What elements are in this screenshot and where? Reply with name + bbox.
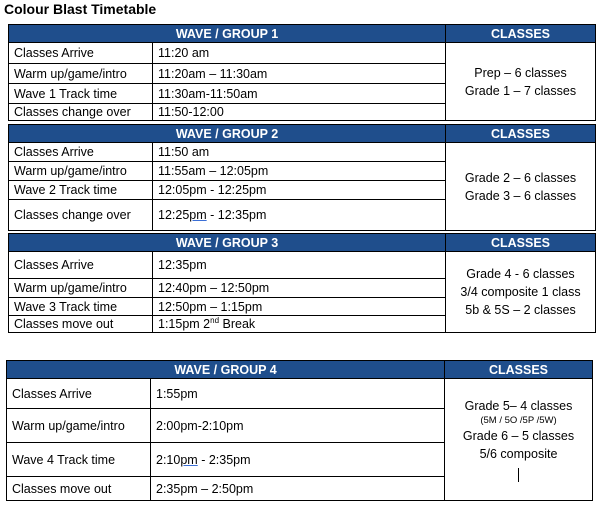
- time-cell: 11:50 am: [153, 143, 446, 162]
- page-title: Colour Blast Timetable: [4, 1, 157, 17]
- table-row: [9, 252, 596, 279]
- wave-4-header-row: [7, 361, 593, 379]
- table-row: [9, 43, 596, 64]
- wave-header: WAVE / GROUP 3: [9, 234, 446, 252]
- class-line: 5b & 5S – 2 classes: [465, 303, 576, 317]
- activity-cell: Warm up/game/intro: [9, 279, 153, 298]
- time-part: 12:25: [158, 208, 190, 222]
- wave-2-header-row: [9, 125, 596, 143]
- time-part: Break: [219, 317, 256, 331]
- classes-cell: [445, 379, 593, 501]
- time-cell: 11:20am – 11:30am: [153, 64, 446, 84]
- activity-cell: Classes Arrive: [7, 379, 151, 409]
- activity-cell: Classes move out: [9, 316, 153, 333]
- classes-header: CLASSES: [446, 25, 596, 43]
- time-cell: 12:05pm - 12:25pm: [153, 181, 446, 200]
- wave-1-header-row: [9, 25, 596, 43]
- wave-2-table: [8, 124, 596, 231]
- text-cursor: [445, 463, 592, 482]
- time-superscript: nd: [210, 315, 220, 325]
- wave-header: WAVE / GROUP 4: [7, 361, 445, 379]
- time-cell: 2:00pm-2:10pm: [151, 409, 445, 443]
- activity-cell: Warm up/game/intro: [9, 162, 153, 181]
- time-part: 1:15pm 2: [158, 317, 211, 331]
- class-line: Grade 1 – 7 classes: [464, 83, 577, 98]
- wave-header: WAVE / GROUP 2: [9, 125, 446, 143]
- class-line: Grade 2 – 6 classes: [464, 170, 577, 185]
- time-cell: 11:30am-11:50am: [153, 84, 446, 104]
- class-line: Grade 6 – 5 classes: [462, 429, 575, 444]
- time-cell: 12:40pm – 12:50pm: [153, 279, 446, 298]
- time-cell: 11:50-12:00: [153, 104, 446, 121]
- class-line: 3/4 composite 1 class: [460, 285, 581, 299]
- wave-header: WAVE / GROUP 1: [9, 25, 446, 43]
- class-line: Grade 5– 4 classes: [464, 399, 573, 414]
- time-part: 2:10: [156, 452, 181, 467]
- class-line-small: (5M / 5O /5P /5W): [480, 415, 557, 427]
- class-line: Prep – 6 classes: [474, 65, 567, 80]
- wave-3-table: [8, 233, 596, 333]
- activity-cell: Classes Arrive: [9, 252, 153, 279]
- classes-cell: [446, 143, 596, 231]
- wave-1-table: [8, 24, 596, 121]
- class-line: Grade 3 – 6 classes: [464, 188, 577, 203]
- activity-cell: Wave 1 Track time: [9, 84, 153, 104]
- time-part-underlined: pm: [189, 208, 207, 222]
- activity-cell: Wave 2 Track time: [9, 181, 153, 200]
- time-cell: 11:20 am: [153, 43, 446, 64]
- wave-3-header-row: [9, 234, 596, 252]
- time-part: - 2:35pm: [197, 452, 251, 467]
- class-line: 5/6 composite: [479, 447, 558, 462]
- wave-4-table: [6, 360, 593, 501]
- time-cell: 2:35pm – 2:50pm: [151, 477, 445, 501]
- classes-cell: [446, 43, 596, 121]
- activity-cell: Classes Arrive: [9, 43, 153, 64]
- classes-header: CLASSES: [446, 234, 596, 252]
- time-part: - 12:35pm: [206, 208, 267, 222]
- activity-cell: Wave 3 Track time: [9, 298, 153, 316]
- classes-cell: [446, 252, 596, 333]
- time-cell: [153, 200, 446, 231]
- classes-header: CLASSES: [445, 361, 593, 379]
- classes-header: CLASSES: [446, 125, 596, 143]
- activity-cell: Classes move out: [7, 477, 151, 501]
- class-line: Grade 4 - 6 classes: [466, 267, 575, 281]
- time-cell: 12:50pm – 1:15pm: [153, 298, 446, 316]
- table-row: [9, 143, 596, 162]
- activity-cell: Wave 4 Track time: [7, 443, 151, 477]
- time-cell: [151, 443, 445, 477]
- activity-cell: Warm up/game/intro: [9, 64, 153, 84]
- time-cell: 1:55pm: [151, 379, 445, 409]
- time-cell: [153, 316, 446, 333]
- table-row: [7, 379, 593, 409]
- activity-cell: Warm up/game/intro: [7, 409, 151, 443]
- activity-cell: Classes change over: [9, 104, 153, 121]
- time-cell: 11:55am – 12:05pm: [153, 162, 446, 181]
- activity-cell: Classes Arrive: [9, 143, 153, 162]
- activity-cell: Classes change over: [9, 200, 153, 231]
- time-cell: 12:35pm: [153, 252, 446, 279]
- time-part-underlined: pm: [180, 452, 198, 467]
